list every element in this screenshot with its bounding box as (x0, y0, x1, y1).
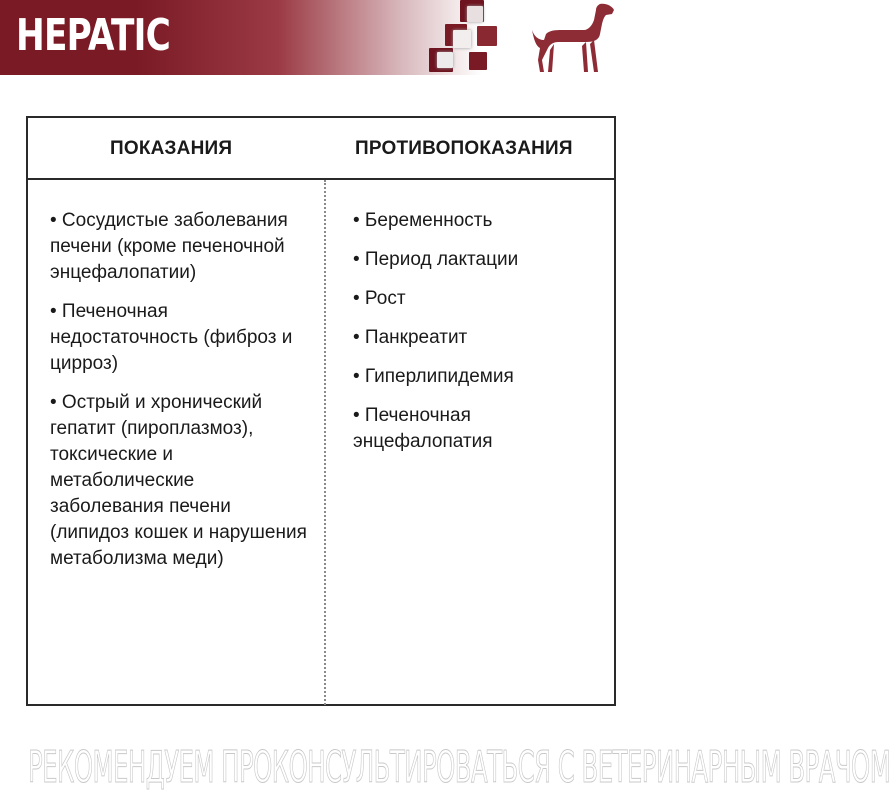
list-item: • Панкреатит (353, 327, 468, 348)
list-item: • Печеночная энцефалопатия (353, 405, 493, 452)
decorative-squares (425, 0, 505, 75)
list-item: • Гиперлипидемия (353, 366, 514, 387)
brand-title: HEPATIC (16, 10, 170, 61)
list-item: • Печеночная недостаточность (фиброз и цирроз) (50, 301, 293, 374)
vet-consult-note: РЕКОМЕНДУЕМ ПРОКОНСУЛЬТИРОВАТЬСЯ С ВЕТЕРИНАРНЫМ ВРАЧОМ (28, 742, 890, 793)
contraindications-header: ПРОТИВОПОКАЗАНИЯ (355, 138, 573, 159)
list-item: • Сосудистые заболевания печени (кроме печеночной энцефалопатии) (50, 210, 288, 283)
column-divider (324, 180, 326, 705)
indications-list (50, 208, 312, 585)
dog-silhouette-icon (528, 0, 618, 75)
list-item: • Период лактации (353, 249, 519, 270)
indications-table (26, 116, 616, 706)
table-header (28, 118, 614, 180)
list-item: • Рост (353, 288, 406, 309)
header-banner (0, 0, 618, 75)
contraindications-list (353, 208, 603, 468)
indications-header: ПОКАЗАНИЯ (110, 138, 233, 159)
list-item: • Беременность (353, 210, 493, 231)
list-item: • Острый и хронический гепатит (пироплазмоз), токсические и метаболические заболевания печени (липидоз кошек и нарушения метаболизма меди) (50, 392, 307, 569)
